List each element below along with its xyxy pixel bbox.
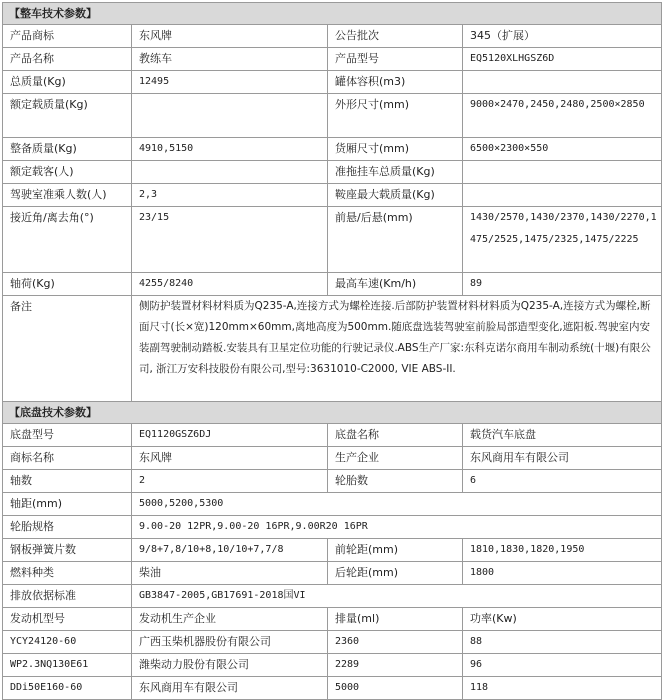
rear-track-label: 后轮距(mm) — [328, 562, 463, 585]
engine-model: DDi50E160-60 — [3, 677, 132, 700]
table-row — [3, 273, 662, 296]
tire-spec-value: 9.00-20 12PR,9.00-20 16PR,9.00R20 16PR — [132, 516, 662, 539]
table-row — [3, 493, 662, 516]
chassis-brand-value: 东风牌 — [132, 447, 328, 470]
batch-label: 公告批次 — [328, 25, 463, 48]
manufacturer-value: 东风商用车有限公司 — [463, 447, 662, 470]
axle-load-value: 4255/8240 — [132, 273, 328, 296]
total-mass-label: 总质量(Kg) — [3, 71, 132, 94]
front-track-value: 1810,1830,1820,1950 — [463, 539, 662, 562]
axle-count-label: 轴数 — [3, 470, 132, 493]
vehicle-section-header — [3, 3, 662, 25]
rated-load-value — [132, 94, 328, 138]
table-row — [3, 94, 662, 138]
table-row — [3, 161, 662, 184]
engine-maker: 东风商用车有限公司 — [132, 677, 328, 700]
table-row — [3, 654, 662, 677]
max-speed-value: 89 — [463, 273, 662, 296]
axle-load-label: 轴荷(Kg) — [3, 273, 132, 296]
passengers-value — [132, 161, 328, 184]
displacement-header: 排量(ml) — [328, 608, 463, 631]
engine-maker-header: 发动机生产企业 — [132, 608, 328, 631]
chassis-section-header — [3, 402, 662, 424]
cargo-size-label: 货厢尺寸(mm) — [328, 138, 463, 161]
emission-standard-label: 排放依据标准 — [3, 585, 132, 608]
remark-value: 侧防护装置材料材料质为Q235-A,连接方式为螺栓连接.后部防护装置材料材料质为Q235-A,连接方式为螺栓,断面尺寸(长×宽)120mm×60mm,离地高度为500mm.随底盘选装驾驶室前脸局部造型变化,遮阳板.驾驶室内安装副驾驶制动踏板.安装具有卫星定位功能的行驶记录仪.ABS生产厂家:东科克诺尔商用车制动系统(十堰)有限公司, 浙江万安科技股份有限公司,型号:3631010-C2000, VIE ABS-II. — [132, 296, 662, 402]
remark-label: 备注 — [3, 296, 132, 402]
table-row — [3, 677, 662, 700]
fuel-type-value: 柴油 — [132, 562, 328, 585]
table-row — [3, 296, 662, 402]
axle-count-value: 2 — [132, 470, 328, 493]
batch-value: 345（扩展） — [463, 25, 662, 48]
cargo-size-value: 6500×2300×550 — [463, 138, 662, 161]
dimensions-value: 9000×2470,2450,2480,2500×2850 — [463, 94, 662, 138]
approach-angle-label: 接近角/离去角(°) — [3, 207, 132, 273]
rear-track-value: 1800 — [463, 562, 662, 585]
tank-volume-value — [463, 71, 662, 94]
chassis-model-label: 底盘型号 — [3, 424, 132, 447]
spec-sheet — [2, 2, 661, 700]
tank-volume-label: 罐体容积(m3) — [328, 71, 463, 94]
table-row — [3, 71, 662, 94]
tire-count-label: 轮胎数 — [328, 470, 463, 493]
cab-seats-value: 2,3 — [132, 184, 328, 207]
product-name-label: 产品名称 — [3, 48, 132, 71]
table-row — [3, 424, 662, 447]
engine-model: WP2.3NQ130E61 — [3, 654, 132, 677]
engine-displacement: 2360 — [328, 631, 463, 654]
table-row — [3, 631, 662, 654]
dimensions-label: 外形尺寸(mm) — [328, 94, 463, 138]
passengers-label: 额定载客(人) — [3, 161, 132, 184]
table-row — [3, 516, 662, 539]
saddle-load-value — [463, 184, 662, 207]
chassis-brand-label: 商标名称 — [3, 447, 132, 470]
total-mass-value: 12495 — [132, 71, 328, 94]
fuel-type-label: 燃料种类 — [3, 562, 132, 585]
engine-displacement: 5000 — [328, 677, 463, 700]
engine-power: 88 — [463, 631, 662, 654]
wheelbase-value: 5000,5200,5300 — [132, 493, 662, 516]
chassis-section-title: 【底盘技术参数】 — [3, 402, 662, 424]
overhang-value: 1430/2570,1430/2370,1430/2270,1475/2525,1475/2325,1475/2225 — [463, 207, 662, 273]
engine-table-header — [3, 608, 662, 631]
tire-count-value: 6 — [463, 470, 662, 493]
approach-angle-value: 23/15 — [132, 207, 328, 273]
saddle-load-label: 鞍座最大载质量(Kg) — [328, 184, 463, 207]
table-row — [3, 470, 662, 493]
brand-label: 产品商标 — [3, 25, 132, 48]
engine-model: YCY24120-60 — [3, 631, 132, 654]
chassis-name-value: 载货汽车底盘 — [463, 424, 662, 447]
table-row — [3, 138, 662, 161]
max-speed-label: 最高车速(Km/h) — [328, 273, 463, 296]
emission-standard-value: GB3847-2005,GB17691-2018国VI — [132, 585, 662, 608]
table-row — [3, 447, 662, 470]
engine-displacement: 2289 — [328, 654, 463, 677]
engine-maker: 广西玉柴机器股份有限公司 — [132, 631, 328, 654]
power-header: 功率(Kw) — [463, 608, 662, 631]
chassis-name-label: 底盘名称 — [328, 424, 463, 447]
product-model-label: 产品型号 — [328, 48, 463, 71]
tire-spec-label: 轮胎规格 — [3, 516, 132, 539]
table-row — [3, 184, 662, 207]
brand-value: 东风牌 — [132, 25, 328, 48]
spec-table — [2, 2, 662, 700]
curb-mass-value: 4910,5150 — [132, 138, 328, 161]
product-model-value: EQ5120XLHGSZ6D — [463, 48, 662, 71]
rated-load-label: 额定载质量(Kg) — [3, 94, 132, 138]
front-track-label: 前轮距(mm) — [328, 539, 463, 562]
engine-power: 96 — [463, 654, 662, 677]
trailer-mass-value — [463, 161, 662, 184]
table-row — [3, 25, 662, 48]
table-row — [3, 48, 662, 71]
engine-maker: 潍柴动力股份有限公司 — [132, 654, 328, 677]
table-row — [3, 562, 662, 585]
curb-mass-label: 整备质量(Kg) — [3, 138, 132, 161]
trailer-mass-label: 准拖挂车总质量(Kg) — [328, 161, 463, 184]
product-name-value: 教练车 — [132, 48, 328, 71]
table-row — [3, 207, 662, 273]
engine-model-header: 发动机型号 — [3, 608, 132, 631]
table-row — [3, 539, 662, 562]
leaf-springs-label: 钢板弹簧片数 — [3, 539, 132, 562]
engine-power: 118 — [463, 677, 662, 700]
chassis-model-value: EQ1120GSZ6DJ — [132, 424, 328, 447]
vehicle-section-title: 【整车技术参数】 — [3, 3, 662, 25]
table-row — [3, 585, 662, 608]
manufacturer-label: 生产企业 — [328, 447, 463, 470]
leaf-springs-value: 9/8+7,8/10+8,10/10+7,7/8 — [132, 539, 328, 562]
overhang-label: 前悬/后悬(mm) — [328, 207, 463, 273]
wheelbase-label: 轴距(mm) — [3, 493, 132, 516]
cab-seats-label: 驾驶室准乘人数(人) — [3, 184, 132, 207]
